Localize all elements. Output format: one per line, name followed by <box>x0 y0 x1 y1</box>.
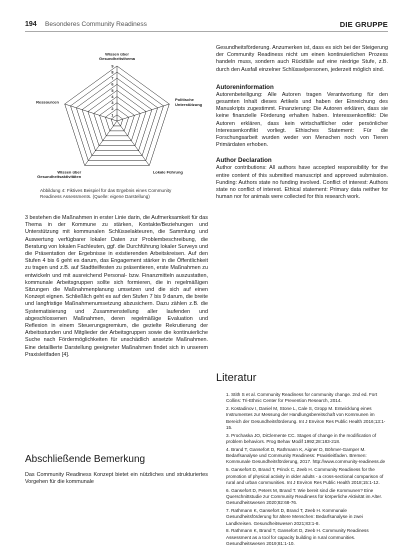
author-info-text: Autorenbeteiligung: Alle Autoren tragen Verantwortung für den gesamten Inhalt dieses Artikels und haben der Einreichung des Manuskripts zugestimmt. Finanzierung: Die Autoren erklären, dass sie keine finanzielle Förderung erhalten haben. Interessenkonflikt: Die Autoren erklären, dass kein wirtschaftlicher oder persönlicher Interessenkonflikt vorliegt. Ethisches Statement: Für die Forschungsarbeit wurden weder von Menschen noch von Tieren Primärdaten erhoben. <box>216 91 388 149</box>
reference-item: 8. Rathmann K, Brand T, Gansefort D, Zeeb H. Community Readiness Assessment as a tool for capacity building in rural communities. Gesundheitswesen 2019;81:1-10. <box>226 528 369 547</box>
radar-tick-label: 1 <box>111 113 114 118</box>
radar-axis-label: Lokale Führung <box>152 169 183 175</box>
author-decl-heading: Author Declaration <box>216 157 272 165</box>
figure-caption: Abbildung 4: Fiktives Beispiel für das Ergebnis eines Community Readiness Assessments. (Quelle: eigene Darstellung) <box>40 188 172 199</box>
radar-tick-label: 6 <box>111 82 114 87</box>
reference-item: 1. Stith S et al. Community Readiness for community change. 2nd ed. Fort Collins: Tri-Ethnic Center for Prevention Research, 2014. <box>226 392 378 404</box>
reference-item: 4. Brand T, Gansefort D, Rathmann K, Aigner D, Böhmer-Gamper M. Bedarfsanalyse und Community Readiness: Praxisleitfaden. Bremen: Kommunale Gesundheitsförderung, 2017. http://www.community-readiness.de <box>226 446 386 465</box>
header-rule <box>25 31 388 32</box>
left-body-text <box>25 215 208 359</box>
radar-axis-labels <box>36 51 203 179</box>
radar-tick-label: 5 <box>111 88 114 93</box>
radar-spoke <box>117 121 149 165</box>
radar-tick-label: 4 <box>111 94 114 99</box>
right-column <box>216 45 388 201</box>
reference-item: 6. Gansefort D, Peters M, Brand T. Wie bereit sind die Kommunen? Eine Querschnittstudie zur Community Readiness für körperliche Aktivität im Alter. Gesundheitswesen 2020;82:68-76. <box>226 487 382 506</box>
radar-axis-label: Wissen über Gesundheitsthema <box>98 51 136 61</box>
left-closing-text <box>25 472 208 486</box>
reference-list <box>216 392 388 549</box>
radar-chart <box>25 46 208 184</box>
intro-paragraph: Gesundheitsförderung. Anzumerken ist, dass es sich bei der Steigerung der Community Readiness nicht um einen kontinuierlichen Prozess handeln muss, sondern auch Rückfälle auf eine niedrige Stufe, z.B. durch den Ausfall einzelner Schlüsselpersonen, jederzeit möglich sind. <box>216 45 388 73</box>
section-title: DIE GRUPPE <box>339 20 388 29</box>
radar-grid <box>65 66 170 165</box>
radar-tick-label: 8 <box>111 70 114 75</box>
radar-spoke <box>85 121 117 165</box>
closing-paragraph: Das Community Readiness Konzept bietet ein nützliches und strukturiertes Vorgehen für die kommunale <box>25 472 208 486</box>
radar-tick-label: 3 <box>111 101 114 106</box>
author-decl-text: Author contributions: All authors have accepted responsibility for the entire content of this submitted manuscript and approved submission. Funding: Authors state no funding involved. Conflict of interest: Authors state no conflict of interest. Ethical statement: Primary data neither for human nor for animals were collected for this research work. <box>216 165 388 201</box>
reference-item: 7. Rathmann K, Gansefort D, Brand T, Zeeb H. Kommunale Gesundheitsförderung für ältere Menschen: Bedarfsanalyse in zwei Landkreisen. Gesundheitswesen 2021;83:1-8. <box>226 508 363 526</box>
radar-axis-label: Politische Unterstützung <box>175 97 203 107</box>
running-header <box>25 17 388 31</box>
reference-item: 2. Kostadinov I, Daniel M, Stone L, Cale S, Gropp M. Entwicklung eines Instrumentes zur Messung der Handlungsbereitschaft von Kommunen im Bereich der Gesundheitsförderung. Int J Environ Res Public Health 2016;13:1-15. <box>226 406 386 430</box>
reference-item: 5. Gansefort D, Brand T, Princk C, Zeeb H. Community Readiness for the promotion of physical activity in older adults - a cross-sectional comparison of rural and urban communities. Int J Environ Res Public Health 2018;15:1-12. <box>226 467 384 485</box>
body-paragraph: 3 bestehen die Maßnahmen in erster Linie darin, die Aufmerksamkeit für das Thema in der Kommune zu stärken, Kontakte/Beziehungen und Unterstützung mit kommunalen Schlüsselakteuren, die Sammlung und Auswertung verfügbarer lokaler Daten zur Problembeschreibung, die Beratung von lokalen Fachleuten, ggf. die Durchführung lokaler Surveys und die Präsentation der Ergebnisse in existierenden Arbeitskreisen. Auf den Stufen 4 bis 6 geht es darum, das Engagement stärker in die Öffentlichkeit zu tragen und z.B. auf Stadtteilfesten zu präsentieren, erste Maßnahmen zu entwickeln und mit ausreichend Personal- bzw. Finanzmitteln auszustatten, kommunale Arbeitsgruppen sollte sich formieren, die in regelmäßigen Sitzungen die Maßnahmenplanung umsetzen und die sich auf einen Konzept eignen. Schließlich geht es auf den Stufen 7 bis 9 darum, die breite und langfristige Maßnahmenumsetzung abzusichern. Dazu zählen z.B. die Systematisierung und Zusammenstellung aller laufenden und abgeschlossenen Maßnahmen, deren regelmäßige Evaluation und Reflexion in einem Steuerungsgremium, die gezielte Rekrutierung der Arbeitsstunden und Mitglieder der Arbeitsgruppen sowie die kontinuierliche Suche nach Fördermöglichkeiten für unschädlich ansetzte Maßnahmen. Eine detaillierte Darstellung geeigneter Maßnahmen findet sich in unserem Praxisleitfaden [4]. <box>25 215 208 358</box>
literature-heading: Literatur <box>216 372 257 384</box>
radar-tick-label: 2 <box>111 107 114 112</box>
radar-axis-label: Wissen über Gesundheitsaktivitäten <box>37 169 82 179</box>
radar-axis-label: Ressourcen <box>36 99 59 105</box>
page-number: 194 <box>25 21 37 28</box>
author-info-heading: Autoreninformation <box>216 83 274 91</box>
running-title: Besonderes Community Readiness <box>45 21 147 28</box>
reference-item: 3. Prochaska JO, DiClemente CC. Stages of change in the modification of problem behaviors. Prog Behav Modif 1992;28:183-218. <box>226 432 377 445</box>
radar-tick-label: 7 <box>111 76 114 81</box>
radar-tick-label: 9 <box>111 64 114 69</box>
section-heading: Abschließende Bemerkung <box>25 454 146 465</box>
radar-tick-labels <box>111 64 114 117</box>
